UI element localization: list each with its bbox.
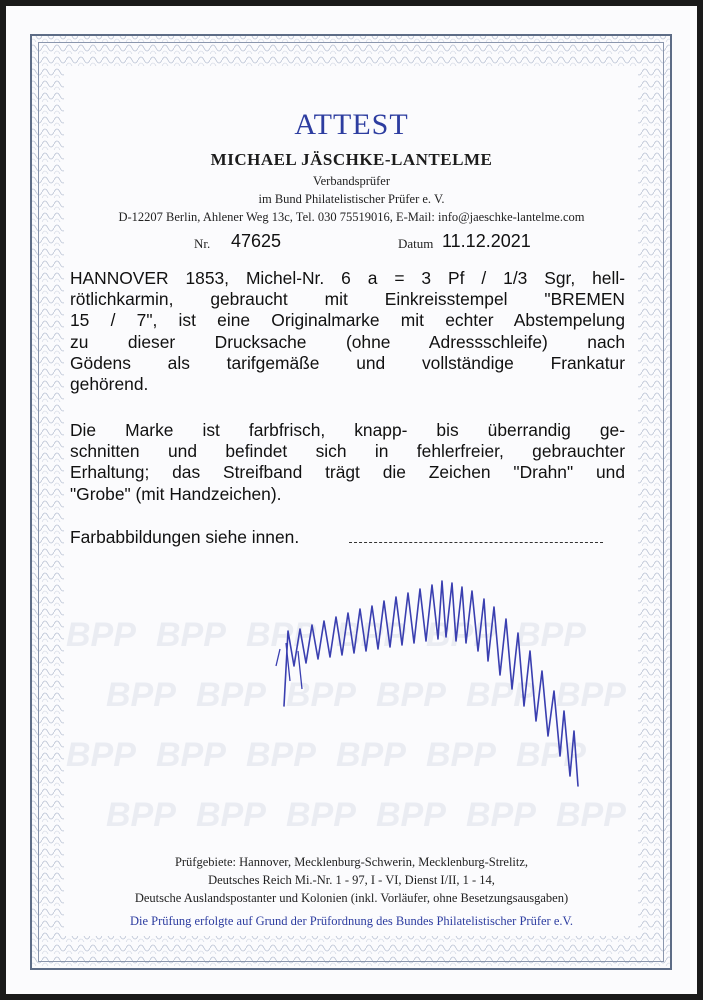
footer-line-1: Prüfgebiete: Hannover, Mecklenburg-Schwerin, Mecklenburg-Strelitz, [174, 855, 529, 869]
description-paragraph-1 [70, 268, 625, 395]
bpp-watermark: BPP [426, 736, 496, 774]
text-line: zu dieser Drucksache (ohne Adressschleife) nach [70, 331, 625, 352]
bpp-watermark: BPP [516, 616, 586, 654]
text-line: rötlichkarmin, gebraucht mit Einkreisstempel "BREMEN [70, 289, 625, 310]
certificate-title: ATTEST [294, 108, 409, 141]
bpp-watermark: BPP [66, 736, 136, 774]
text-line: schnitten und befindet sich in fehlerfreier, gebrauchter [70, 441, 625, 462]
footer-line-4: Die Prüfung erfolgte auf Grund der Prüfordnung des Bundes Philatelistischer Prüfer e.V. [129, 914, 574, 928]
bpp-watermark: BPP [66, 616, 136, 654]
text-line: gehörend. [70, 373, 149, 394]
certificate-sheet [6, 6, 697, 994]
bpp-watermark: BPP [246, 736, 316, 774]
bpp-watermark: BPP [156, 736, 226, 774]
footer-line-3: Deutsche Auslandspostanter und Kolonien (inkl. Vorläufer, ohne Besetzungsausgaben) [134, 891, 569, 905]
bpp-watermark: BPP [196, 796, 266, 834]
bpp-watermark: BPP [466, 796, 536, 834]
bpp-watermark: BPP [106, 796, 176, 834]
dashed-line [349, 542, 603, 543]
bpp-watermark: BPP [336, 736, 406, 774]
bpp-watermark: BPP [466, 676, 536, 714]
certificate-date: 11.12.2021 [442, 231, 531, 251]
text-line: 15 / 7", ist eine Originalmarke mit echter Abstempelung [70, 310, 625, 331]
description-paragraph-2 [70, 420, 625, 505]
footer-line-2: Deutsches Reich Mi.-Nr. 1 - 97, I - VI, Dienst I/II, 1 - 14, [208, 873, 495, 887]
bpp-watermark: BPP [246, 616, 316, 654]
bpp-watermark: BPP [516, 736, 586, 774]
bpp-watermark: BPP [556, 676, 626, 714]
examiner-association: im Bund Philatelistischer Prüfer e. V. [258, 192, 445, 206]
bpp-watermark: BPP [336, 616, 406, 654]
bpp-watermark: BPP [426, 616, 496, 654]
date-label: Datum [398, 236, 434, 251]
bpp-watermark: BPP [156, 616, 226, 654]
text-line: Die Marke ist farbfrisch, knapp- bis überrandig ge- [70, 420, 625, 440]
see-inside-note: Farbabbildungen siehe innen. [70, 527, 300, 547]
bpp-watermark: BPP [106, 676, 176, 714]
examiner-role: Verbandsprüfer [312, 174, 391, 188]
handwritten-signature [266, 571, 626, 801]
text-line: Erhaltung; das Streifband trägt die Zeichen "Drahn" und [70, 462, 625, 483]
bpp-watermark: BPP [376, 796, 446, 834]
text-line: Gödens als tarifgemäße und vollständige Frankatur [70, 352, 625, 373]
text-line: HANNOVER 1853, Michel-Nr. 6 a = 3 Pf / 1/3 Sgr, hell- [70, 268, 625, 288]
bpp-watermark: BPP [376, 676, 446, 714]
bpp-watermark: BPP [196, 676, 266, 714]
certificate-number: 47625 [231, 231, 282, 251]
bpp-watermark: BPP [556, 796, 626, 834]
text-line: "Grobe" (mit Handzeichen). [70, 483, 282, 504]
bpp-watermark: BPP [286, 676, 356, 714]
bpp-watermark: BPP [286, 796, 356, 834]
examiner-address: D-12207 Berlin, Ahlener Weg 13c, Tel. 030 75519016, E-Mail: info@jaeschke-lantelme.com [118, 210, 585, 224]
number-label: Nr. [194, 236, 211, 251]
examiner-name: MICHAEL JÄSCHKE-LANTELME [210, 150, 493, 169]
